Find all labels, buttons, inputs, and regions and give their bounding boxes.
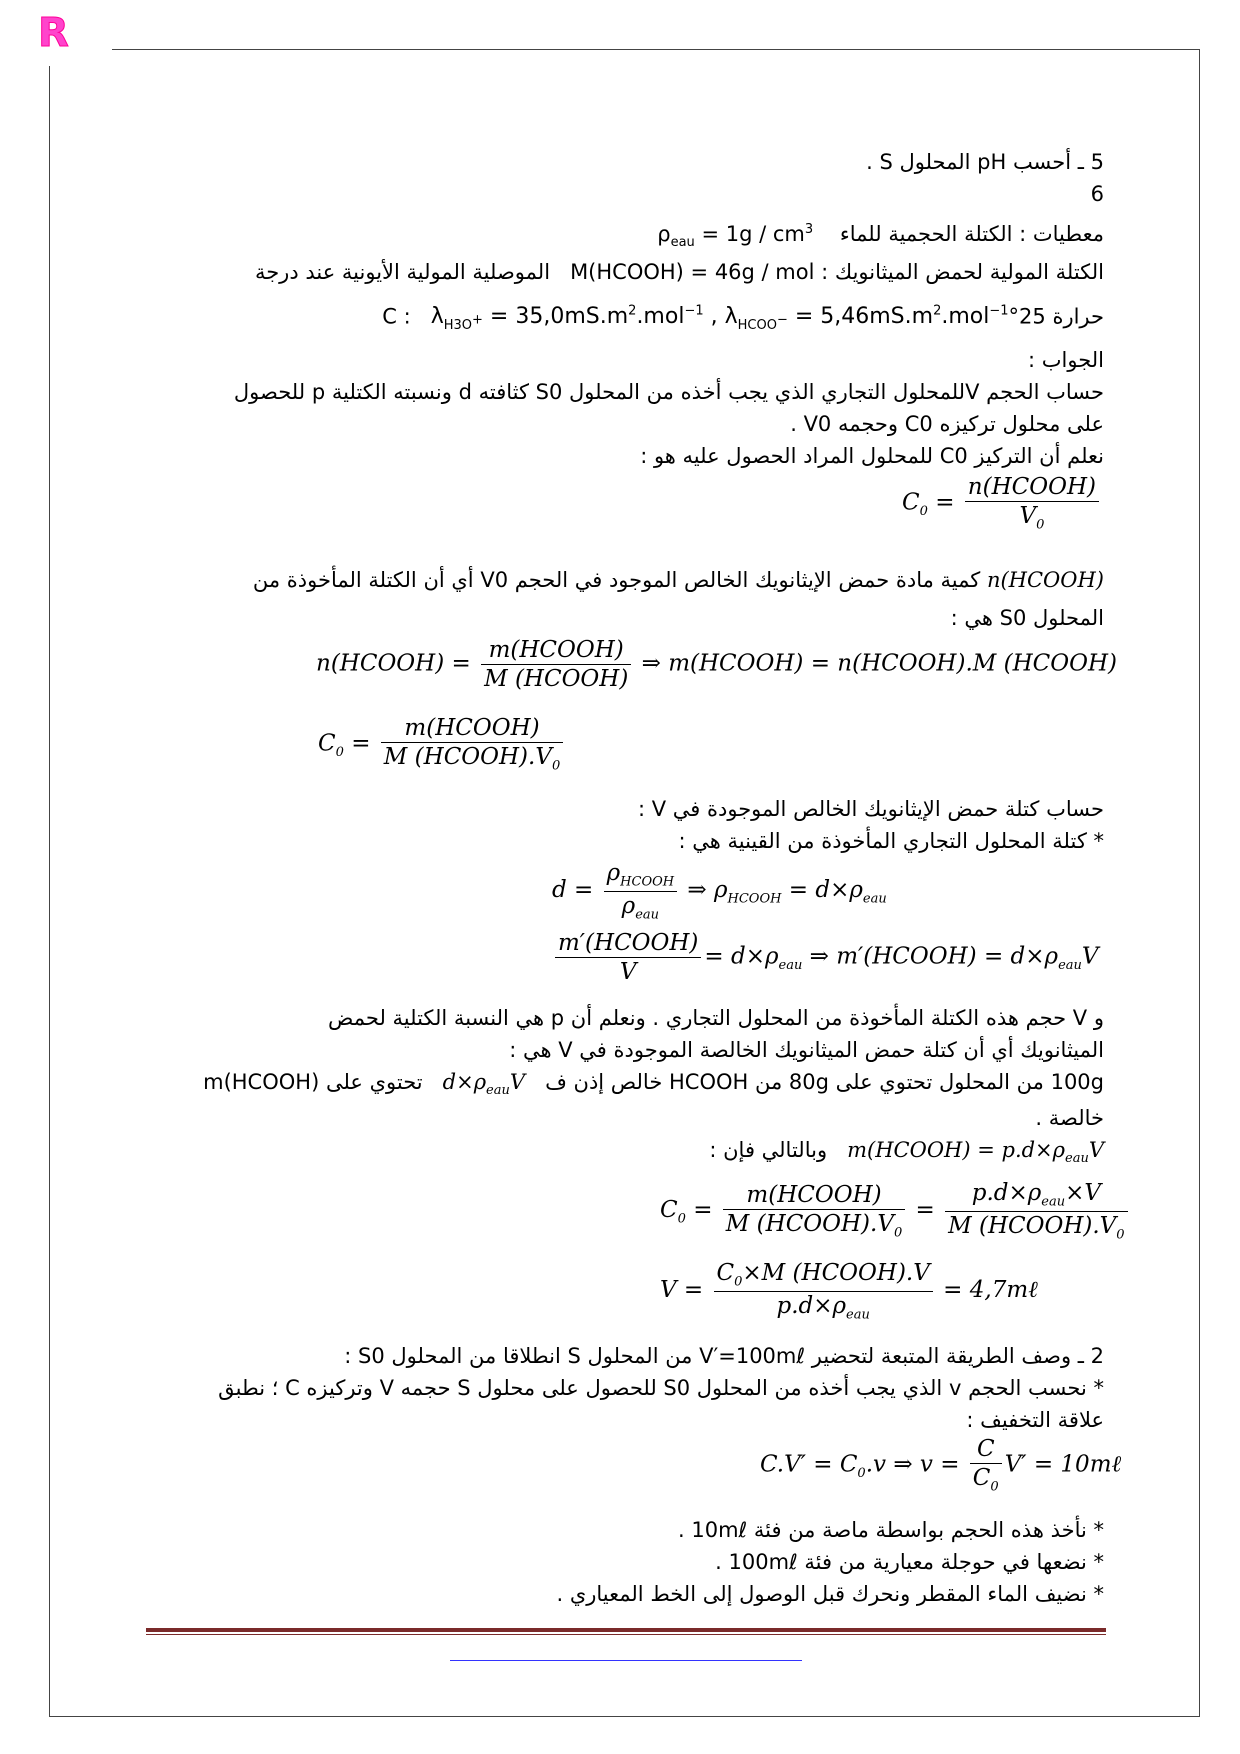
paragraph-7: * كتلة المحلول التجاري المأخوذة من القينية هي : (678, 829, 1104, 853)
footer-divider-thick (146, 1628, 1106, 1632)
frame-top-border (112, 49, 1200, 50)
equation-density: d = $\frac{\rho_{HCOOH}}{\rho_{eau}}$ ⇒ $\rho_{HCOOH} = d\times\rho_{eau}$ (552, 860, 887, 923)
question-5: 5 ـ أحسب pH المحلول S . (866, 150, 1104, 174)
molar-mass-eq: M(HCOOH) = 46g / mol (570, 260, 815, 284)
paragraph-14: * نحسب الحجم v الذي يجب أخذه من المحلول S0 للحصول على محلول S حجمه V وتركيزه C ؛ نطبق (218, 1376, 1104, 1400)
paragraph-4-text: كمية مادة حمض الإيثانويك الخالص الموجود في الحجم V0 أي أن الكتلة المأخوذة من (252, 568, 981, 592)
equation-c0: $C_0$ = $\frac{\text{n(HCOOH)}}{V_0}$ (902, 474, 1102, 533)
paragraph-15: علاقة التخفيف : (966, 1408, 1104, 1432)
molar-mass-label: الكتلة المولية لحمض الميثانويك : (821, 260, 1104, 284)
footer-link-line[interactable] (450, 1660, 802, 1661)
paragraph-1: حساب الحجم Vللمحلول التجاري الذي يجب أخذه من المحلول S0 كثافته d ونسبته الكتلية p للحصول (233, 380, 1104, 404)
given-molar-mass (255, 258, 1104, 286)
question-6: 6 (1090, 182, 1104, 206)
d-rho-v-symbol: $d\times\rho_{eau}V$ (442, 1070, 526, 1099)
paragraph-6: حساب كتلة حمض الإيثانويك الخالص الموجودة في V : (637, 797, 1104, 821)
paragraph-9: الميثانويك أي أن كتلة حمض الميثانويك الخالصة الموجودة في V هي : (509, 1038, 1104, 1062)
step-3: * نضيف الماء المقطر ونحرك قبل الوصول إلى الخط المعياري . (556, 1582, 1104, 1606)
paragraph-3: نعلم أن التركيز C0 للمحلول المراد الحصول عليه هو : (640, 444, 1104, 468)
equation-v-result: V = $\frac{C_0\times M (HCOOH).V}{p.d\times\rho_{eau}}$ = 4,7mℓ (660, 1260, 1038, 1323)
paragraph-11: خالصة . (1035, 1106, 1104, 1130)
given-conductivity (382, 298, 1104, 340)
frame-bottom-border (49, 1716, 1200, 1717)
paragraph-5: المحلول S0 هي : (950, 606, 1104, 630)
conductivity-label: الموصلية المولية الأيونية عند درجة (254, 260, 551, 284)
logo: R (38, 10, 69, 56)
paragraph-13: 2 ـ وصف الطريقة المتبعة لتحضير V′=100mℓ من المحلول S انطلاقا من المحلول S0 : (344, 1344, 1104, 1368)
footer-divider-thin (146, 1634, 1106, 1635)
equation-c0-mass: $C_0$ = $\frac{\text{m(HCOOH)}}{M (HCOOH).V_0}$ (318, 715, 566, 774)
paragraph-10 (203, 1068, 1104, 1105)
frame-left-border (49, 66, 50, 1716)
step-1: * نأخذ هذه الحجم بواسطة ماصة من فئة 10mℓ . (677, 1518, 1104, 1542)
answer-heading: الجواب : (1028, 348, 1104, 372)
equation-dilution: $C.V' = C_0.v$ ⇒ v = $\frac{C}{C_0}$ V′ = 10mℓ (760, 1436, 1122, 1495)
paragraph-10-a: 100g من المحلول تحتوي على 80g من HCOOH خالص إذن ف (545, 1070, 1104, 1094)
frame-right-border (1199, 49, 1200, 1716)
given-water-density (657, 216, 1104, 257)
paragraph-10-b: تحتوي على m(HCOOH) (203, 1070, 423, 1094)
dilution-result-value: 10mℓ (1060, 1451, 1122, 1478)
paragraph-2: على محلول تركيزه C0 وحجمه V0 . (790, 412, 1104, 436)
temperature-label: حرارة 25°C : (382, 304, 1104, 329)
paragraph-8: و V حجم هذه الكتلة المأخوذة من المحلول التجاري . ونعلم أن p هي النسبة الكتلية لحمض (328, 1006, 1104, 1030)
water-density-eq: $\rho_{eau} = 1g / cm^3$ (657, 222, 814, 251)
n-hcooh-symbol: n(HCOOH) (986, 568, 1104, 592)
conductivity-eq: $\lambda_{H3O^+} = 35,0mS.m^2.mol^{-1}$ , $\lambda_{HCOO^-} = 5,46mS.m^2.mol^{-1}$ (430, 304, 1009, 333)
v-result-value: 4,7mℓ (969, 1277, 1038, 1304)
paragraph-12-text: وبالتالي فإن : (709, 1138, 828, 1162)
paragraph-4 (253, 566, 1104, 594)
equation-c0-full: $C_0$ = $\frac{\text{m(HCOOH)}}{M (HCOOH).V_0}$ = $\frac{p.d\times\rho_{eau}\times V}{M (HCOOH).V_0}$ (660, 1180, 1131, 1242)
equation-n-hcooh: n(HCOOH) = $\frac{\text{m(HCOOH)}}{\text{M (HCOOH)}}$ ⇒ m(HCOOH) = n(HCOOH).M (HCOOH) (316, 637, 1118, 692)
mass-hcooh-eq: m(HCOOH) = $p.d\times\rho_{eau}V$ (847, 1138, 1104, 1167)
step-2: * نضعها في حوجلة معيارية من فئة 100mℓ . (715, 1550, 1104, 1574)
given-label: معطيات : الكتلة الحجمية للماء (839, 222, 1104, 246)
paragraph-12 (709, 1136, 1104, 1173)
equation-mass-prime: $\frac{\text{m′(HCOOH)}}{V}$ = $d\times\rho_{eau}$ ⇒ m′(HCOOH) = $d\times\rho_{eau}V$ (552, 930, 1099, 985)
